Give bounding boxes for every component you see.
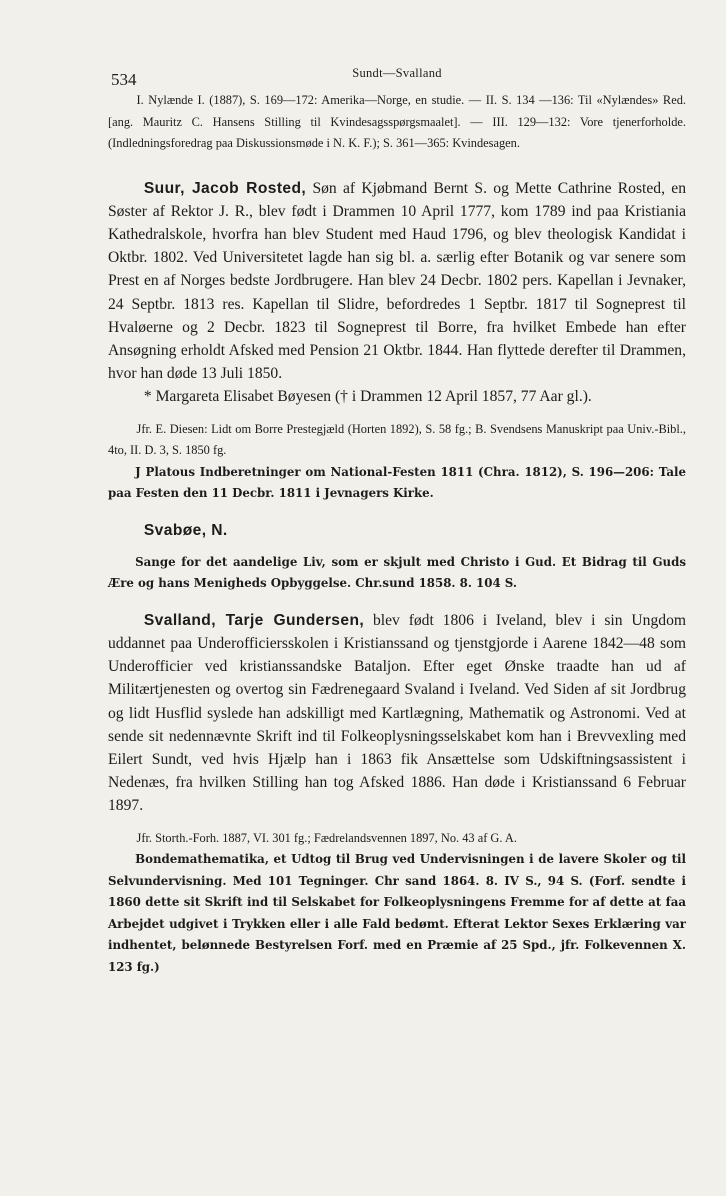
references-svalland: Jfr. Storth.-Forh. 1887, VI. 301 fg.; Fædrelandsvennen 1897, No. 43 af G. A.: [136, 830, 517, 845]
entry-heading-suur: Suur, Jacob Rosted,: [143, 179, 307, 197]
top-references: I. Nylænde I. (1887), S. 169—172: Amerika—Norge, en studie. — II. S. 134 —136: Til «Nylændes» Red. [ang. Mauritz C. Hansens Stilling til Kvindesagsspørgsmaalet]. — III. 129—132: Vore tjenerforholde. (Indledningsforedrag paa Diskussionsmøde i N. K. F.); S. 361—365: Kvindesagen.: [108, 93, 686, 150]
work-svalland: Bondemathematika, et Udtog til Brug ved Undervisningen i de lavere Skoler og til Selvundervisning. Med 101 Tegninger. Chr sand 1864. 8. IV S., 94 S. (Forf. sendte i 1860 dette sit Skrift ind til Selskabet for Folkeoplysningens Fremme for af dette at faa Arbejdet udgivet i Trykken eller i alle Fald bedømt. Efterat Lektor Sexes Erklæring var indhentet, belønnede Bestyrelsen Forf. med en Præmie af 25 Spd., jfr. Folkevennen X. 123 fg.): [108, 852, 686, 974]
running-title: Sundt—Svalland: [352, 66, 442, 80]
entry-heading-svaboe: Svabøe, N.: [143, 521, 228, 539]
spouse-suur: * Margareta Elisabet Bøyesen († i Drammen 12 April 1857, 77 Aar gl.).: [143, 388, 592, 406]
book-page: [108, 56, 686, 978]
work-svaboe: Sange for det aandelige Liv, som er skjult med Christo i Gud. Et Bidrag til Guds Ære og hans Menigheds Opbyggelse. Chr.sund 1858. 8. 104 S.: [108, 554, 686, 591]
entry-svalland: [108, 609, 686, 818]
work-suur: J Platous Indberetninger om National-Festen 1811 (Chra. 1812), S. 196—206: Tale paa Festen den 11 Decbr. 1811 i Jevnagers Kirke.: [108, 464, 686, 501]
entry-text-svalland: blev født 1806 i Iveland, blev i sin Ungdom uddannet paa Underofficiersskolen i Kristianssand og tjenstgjorde i Aarene 1842—48 som Underofficier ved kristianssandske Bataljon. Efter eget Ønske traadte han ud af Militærtjenesten og overtog sin Fædrenegaard Svaland i Iveland. Ved Siden af sit Jordbrug og lidt Husflid syslede han adskilligt med Kartlægning, Mathematik og Astronomi. Ved at sende sit nedennævnte Skrift ind til Folkeoplysningsselskabet kom han i Brevvexling med Eilert Sundt, ved hvis Hjælp han i 1863 fik Ansættelse som Udskiftningsassistent i Nedenæs, fra hvilken Stilling han tog Afsked 1886. Han døde i Kristianssand 6 Februar 1897.: [108, 611, 686, 815]
entry-text-suur: Søn af Kjøbmand Bernt S. og Mette Cathrine Rosted, en Søster af Rektor J. R., blev født i Drammen 10 April 1777, kom 1789 ind paa Kristiania Kathedralskole, hvorfra han blev Student med Haud 1796, og blev theologisk Kandidat i Oktbr. 1802. Ved Universitetet lagde han sig bl. a. særlig efter Botanik og var senere som Prest en af Norges bedste Jordbrugere. Han blev 24 Decbr. 1802 pers. Kapellan i Jevnaker, 24 Septbr. 1813 res. Kapellan til Slidre, befordredes 1 Septbr. 1817 til Sogneprest til Hvaløerne og 2 Decbr. 1823 til Sogneprest til Borre, fra hvilket Embede han efter Ansøgning erholdt Afsked med Pension 21 Oktbr. 1844. Han flyttede derefter til Drammen, hvor han døde 13 Juli 1850.: [108, 179, 686, 383]
entry-svaboe: [108, 519, 686, 542]
entry-heading-svalland: Svalland, Tarje Gundersen,: [143, 611, 365, 629]
page-number: 534: [111, 70, 137, 89]
page-header: [108, 56, 686, 90]
entry-suur: [108, 177, 686, 386]
references-suur: Jfr. E. Diesen: Lidt om Borre Prestegjæld (Horten 1892), S. 58 fg.; B. Svendsens Manuskript paa Univ.-Bibl., 4to, II. D. 3, S. 1850 fg.: [108, 421, 686, 458]
